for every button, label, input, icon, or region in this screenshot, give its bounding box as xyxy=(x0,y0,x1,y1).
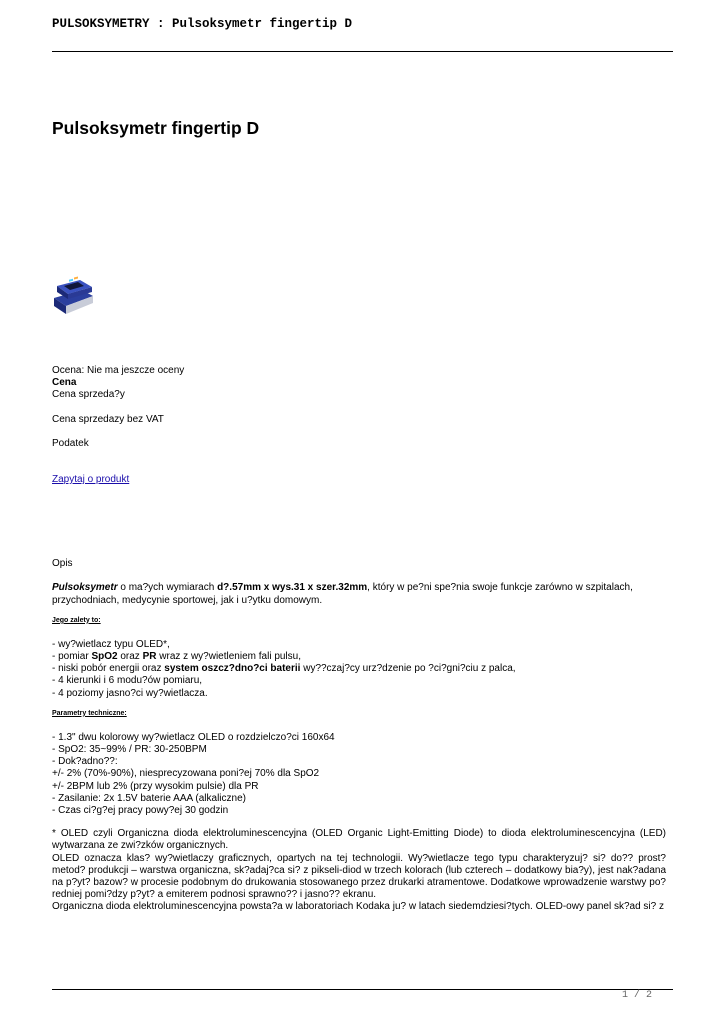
parameter-item: +/- 2% (70%-90%), niesprecyzowana poni?ej 70% dla SpO2 xyxy=(52,768,320,780)
advantage-item: - wy?wietlacz typu OLED*, xyxy=(52,638,170,650)
advantage-item: - 4 poziomy jasno?ci wy?wietlacza. xyxy=(52,687,208,699)
oled-paragraph-1: * OLED czyli Organiczna dioda elektroluminescencyjna (OLED Organic Light-Emitting Diode) to dioda elektroluminescencyjna (LED) wytwarzana ze zwi?zków organicznych. xyxy=(52,828,666,852)
product-title: Pulsoksymetr fingertip D xyxy=(52,118,260,138)
parameter-item: - SpO2: 35~99% / PR: 30-250BPM xyxy=(52,744,207,756)
oled-paragraph-2: OLED oznacza klas? wy?wietlaczy graficznych, opartych na tej technologii. Wy?wietlacze tego typu charakteryzuj? si? do?? prost? metod? produkcji – warstwa organiczna, sk?adaj?ca si? z pikseli-diod w trzech kolorach (lub czterech – dodatkowy bia?y), jest nak?adana na p?yt? bazow? w procesie podobnym do drukowania stosowanego przez drukarki atramentowe. Dodatkowe wprowadzenie warstwy po?redniej pomi?dzy p?yt? a emiterem podnosi sprawno?? i jasno?? ekranu. xyxy=(52,852,666,901)
header-divider xyxy=(52,51,673,52)
parameters-heading: Parametry techniczne: xyxy=(52,709,127,717)
price-heading: Cena xyxy=(52,377,77,389)
parameter-item: - Dok?adno??: xyxy=(52,756,118,768)
product-image xyxy=(52,276,94,316)
advantage-item: - niski pobór energii oraz system oszcz?dno?ci baterii wy??czaj?cy urz?dzenie po ?ci?gni?ciu z palca, xyxy=(52,663,516,675)
description-intro: Pulsoksymetr o ma?ych wymiarach d?.57mm x wys.31 x szer.32mm, który w pe?ni spe?nia swoje funkcje zarówno w szpitalach, xyxy=(52,582,633,594)
parameter-item: - Czas ci?g?ej pracy powy?ej 30 godzin xyxy=(52,805,229,817)
sale-price-label: Cena sprzeda?y xyxy=(52,389,125,401)
page-number: 1 / 2 xyxy=(622,990,653,1001)
advantage-item: - pomiar SpO2 oraz PR wraz z wy?wietleniem fali pulsu, xyxy=(52,651,301,663)
net-price-label: Cena sprzedazy bez VAT xyxy=(52,413,164,425)
description-heading: Opis xyxy=(52,558,73,570)
advantage-item: - 4 kierunki i 6 modu?ów pomiaru, xyxy=(52,675,203,687)
parameter-item: +/- 2BPM lub 2% (przy wysokim pulsie) dla PR xyxy=(52,780,259,792)
ask-about-product-link[interactable]: Zapytaj o produkt xyxy=(52,474,130,486)
advantages-heading: Jego zalety to: xyxy=(52,616,101,624)
parameter-item: - 1.3" dwu kolorowy wy?wietlacz OLED o rozdzielczo?ci 160x64 xyxy=(52,731,335,743)
parameter-item: - Zasilanie: 2x 1.5V baterie AAA (alkaliczne) xyxy=(52,792,246,804)
footer-divider xyxy=(52,989,673,990)
product-content xyxy=(52,365,666,914)
rating-text: Ocena: Nie ma jeszcze oceny xyxy=(52,365,185,376)
description-intro-line2: przychodniach, medycynie sportowej, jak i u?ytku domowym. xyxy=(52,594,323,606)
tax-label: Podatek xyxy=(52,437,89,449)
page-header-title: PULSOKSYMETRY : Pulsoksymetr fingertip D xyxy=(52,17,353,31)
oled-paragraph-3: Organiczna dioda elektroluminescencyjna powsta?a w laboratoriach Kodaka ju? w latach siedemdziesi?tych. OLED-owy panel sk?ad si? z xyxy=(52,901,664,913)
